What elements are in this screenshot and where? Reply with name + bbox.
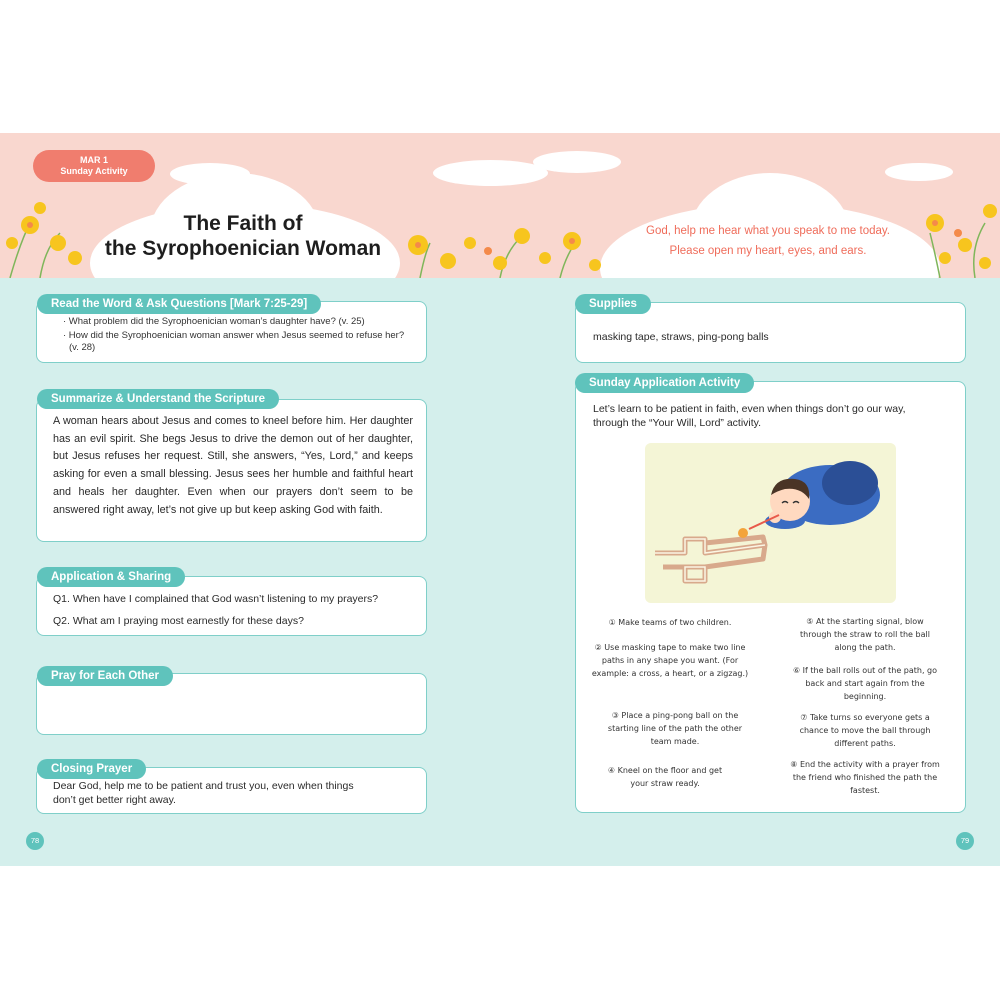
child-blowing-straw-image xyxy=(645,443,896,603)
application-question-2: Q2. What am I praying most earnestly for these days? xyxy=(53,615,304,627)
title-line-1: The Faith of xyxy=(183,212,303,235)
summarize-tab: Summarize & Understand the Scripture xyxy=(37,389,279,409)
supplies-text: masking tape, straws, ping-pong balls xyxy=(593,331,769,343)
pray-tab: Pray for Each Other xyxy=(37,666,173,686)
badge-date: MAR 1 xyxy=(79,155,108,165)
step-4: ④ Kneel on the floor and get your straw ready. xyxy=(607,766,723,788)
summarize-box xyxy=(36,399,427,542)
question-list xyxy=(59,316,409,356)
step-3: ③ Place a ping-pong ball on the starting line of the path the other team made. xyxy=(607,711,743,746)
question-1: · What problem did the Syrophoenician woman’s daughter have? (v. 25) xyxy=(63,316,365,327)
book-spread xyxy=(0,133,1000,866)
step-7: ⑦ Take turns so everyone gets a chance to move the ball through different paths. xyxy=(799,713,931,748)
summary-text: A woman hears about Jesus and comes to kneel before him. Her daughter has an evil spirit. She begs Jesus to drive the demon out of her daughter, but Jesus refuses her request. Still, she answers, “Yes, Lord,” and keeps asking for even a small blessing. Jesus sees her humble and faithful heart and heals her daughter. Even when our prayers don’t seem to be answered right away, let’s not give up but keep asking God with faith. xyxy=(53,415,413,516)
step-8: ⑧ End the activity with a prayer from the friend who finished the path the fastest. xyxy=(790,760,940,795)
activity-intro: Let’s learn to be patient in faith, even when things don’t go our way, through the “Your Will, Lord” activity. xyxy=(593,403,906,429)
supplies-tab: Supplies xyxy=(575,294,651,314)
opening-prayer xyxy=(618,221,918,261)
closing-prayer-text: Dear God, help me to be patient and trust you, even when things don’t get better right away. xyxy=(53,780,354,806)
activity-tab: Sunday Application Activity xyxy=(575,373,754,393)
closing-tab: Closing Prayer xyxy=(37,759,146,779)
page-title xyxy=(98,211,388,261)
step-5: ⑤ At the starting signal, blow through the straw to roll the ball along the path. xyxy=(800,617,930,652)
activity-illustration xyxy=(645,443,896,603)
read-word-tab: Read the Word & Ask Questions [Mark 7:25-29] xyxy=(37,294,321,314)
step-1: ① Make teams of two children. xyxy=(608,618,732,627)
application-question-1: Q1. When have I complained that God wasn’t listening to my prayers? xyxy=(53,593,379,605)
step-2: ② Use masking tape to make two line paths in any shape you want. (For example: a cross, a heart, or a zigzag.) xyxy=(591,643,749,678)
step-6: ⑥ If the ball rolls out of the path, go back and start again from the beginning. xyxy=(792,666,938,701)
page-number-left: 78 xyxy=(26,832,44,850)
header-band xyxy=(0,133,1000,278)
application-tab: Application & Sharing xyxy=(37,567,185,587)
opening-prayer-line-2: Please open my heart, eyes, and ears. xyxy=(669,245,867,257)
title-line-2: the Syrophoenician Woman xyxy=(104,237,382,260)
opening-prayer-line-1: God, help me hear what you speak to me today. xyxy=(646,225,890,237)
question-2: · How did the Syrophoenician woman answer when Jesus seemed to refuse her? (v. 28) xyxy=(63,330,405,353)
page-number-right: 79 xyxy=(956,832,974,850)
badge-label: Sunday Activity xyxy=(60,166,128,176)
date-badge xyxy=(33,150,155,182)
